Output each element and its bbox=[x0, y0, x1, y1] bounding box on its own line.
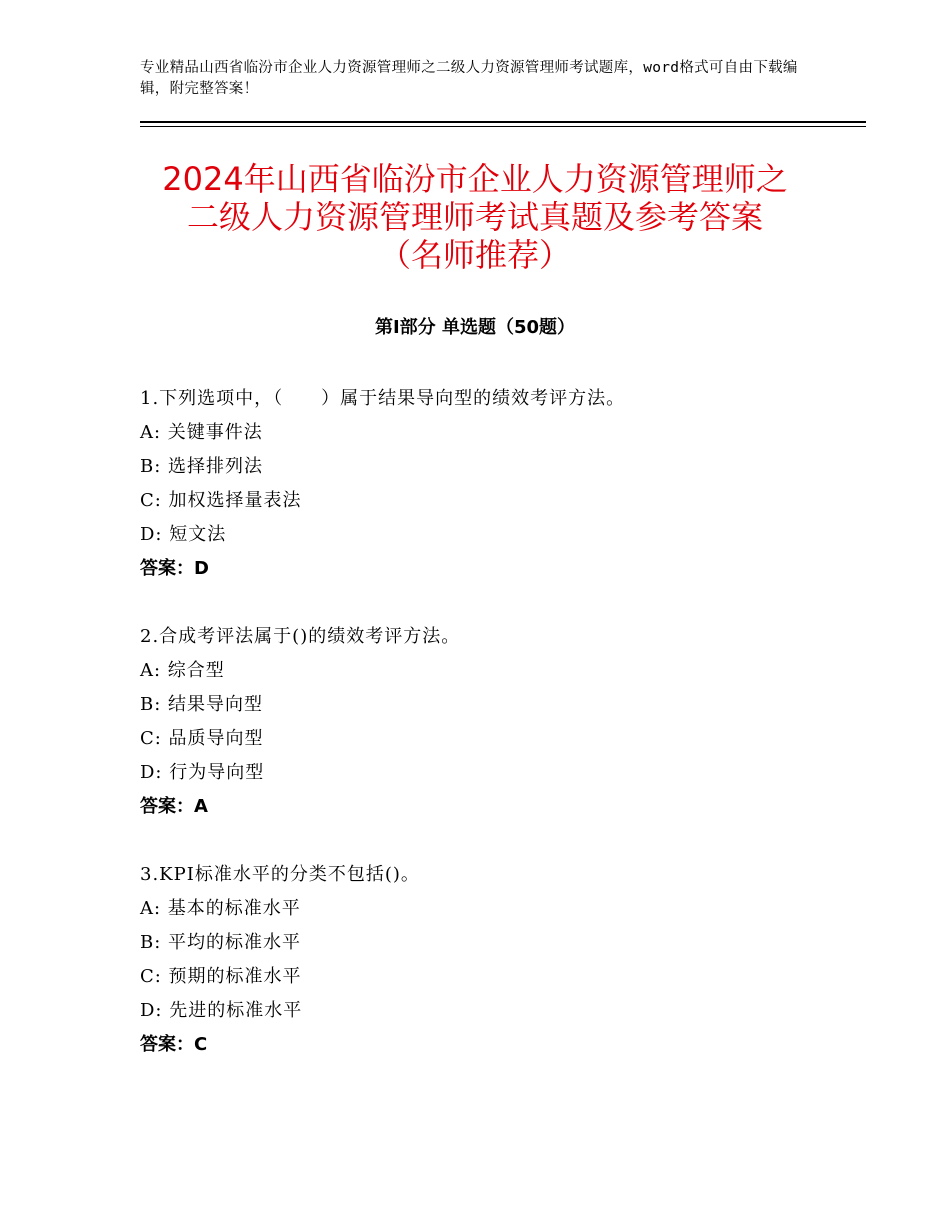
question-2 bbox=[140, 620, 860, 824]
option-a: A: 关键事件法 bbox=[140, 422, 263, 443]
option-d: D: 行为导向型 bbox=[140, 762, 265, 783]
title-line-2: 二级人力资源管理师考试真题及参考答案 bbox=[186, 198, 763, 236]
option-b: B: 平均的标准水平 bbox=[140, 932, 302, 953]
question-3 bbox=[140, 858, 860, 1062]
title-line-3: （名师推荐） bbox=[378, 236, 571, 274]
option-c: C: 预期的标准水平 bbox=[140, 966, 302, 987]
answer: 答案：D bbox=[140, 558, 209, 579]
question-stem: 1.下列选项中，（ ）属于结果导向型的绩效考评方法。 bbox=[140, 388, 626, 409]
option-b: B: 结果导向型 bbox=[140, 694, 264, 715]
option-c: C: 品质导向型 bbox=[140, 728, 264, 749]
question-stem: 2.合成考评法属于()的绩效考评方法。 bbox=[140, 626, 461, 647]
option-c: C: 加权选择量表法 bbox=[140, 490, 302, 511]
option-d: D: 先进的标准水平 bbox=[140, 1000, 303, 1021]
option-a: A: 综合型 bbox=[140, 660, 225, 681]
question-1 bbox=[140, 382, 860, 586]
header-note: 专业精品山西省临汾市企业人力资源管理师之二级人力资源管理师考试题库，word格式可自由下载编辑，附完整答案！ bbox=[140, 60, 798, 97]
question-stem: 3.KPI标准水平的分类不包括()。 bbox=[140, 864, 420, 885]
option-d: D: 短文法 bbox=[140, 524, 227, 545]
option-b: B: 选择排列法 bbox=[140, 456, 264, 477]
question-list bbox=[140, 382, 860, 1096]
answer: 答案：A bbox=[140, 796, 208, 817]
section-title: 第Ⅰ部分 单选题（50题） bbox=[374, 317, 575, 338]
header-rule-thin bbox=[140, 126, 866, 127]
title-line-1: 2024年山西省临汾市企业人力资源管理师之 bbox=[162, 160, 788, 198]
document-title bbox=[100, 160, 850, 274]
header-rule-thick bbox=[140, 121, 866, 123]
answer: 答案：C bbox=[140, 1034, 208, 1055]
option-a: A: 基本的标准水平 bbox=[140, 898, 301, 919]
